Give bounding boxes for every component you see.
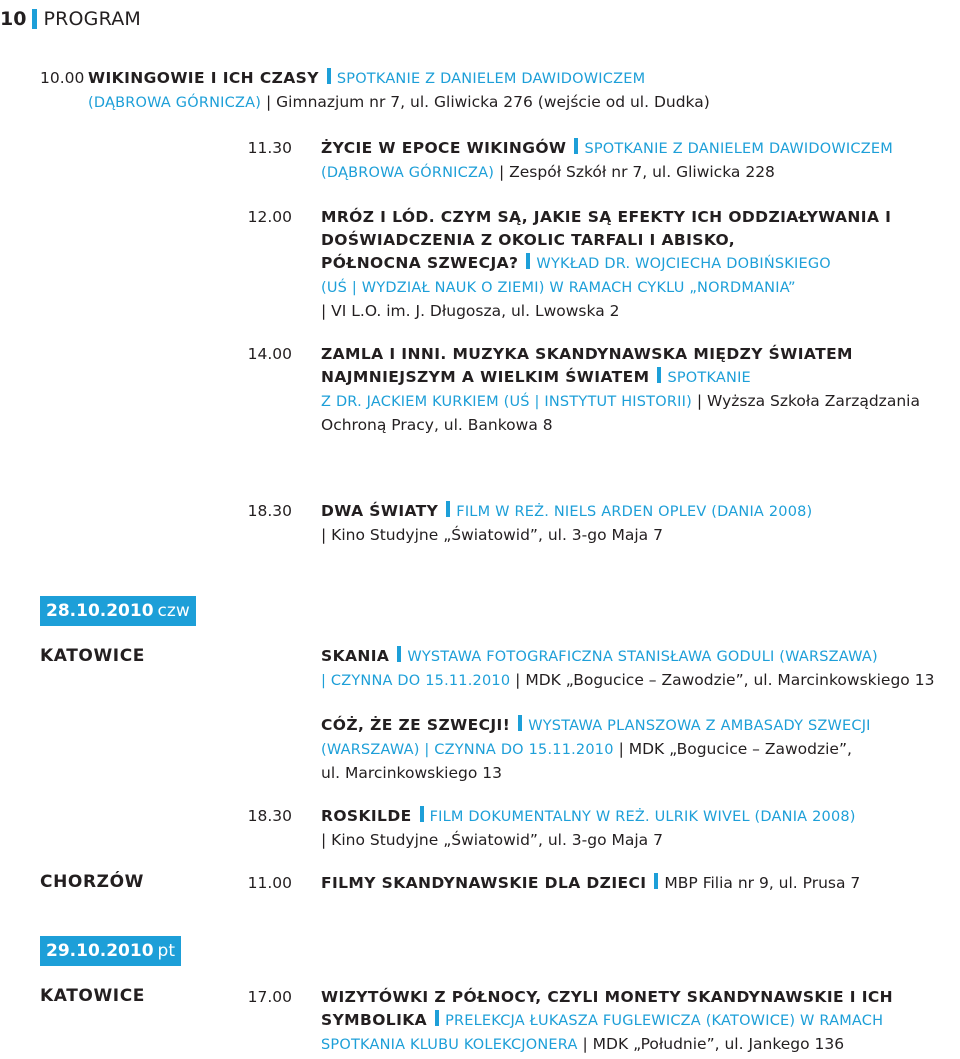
entry-location: | VI L.O. im. J. Długosza, ul. Lwowska 2 (321, 302, 620, 320)
entry-location: MBP Filia nr 9, ul. Prusa 7 (664, 874, 861, 892)
entry-subtitle: SPOTKANIE (667, 370, 751, 386)
entry-line (88, 67, 958, 91)
header-divider (32, 9, 37, 29)
entry-subtitle: WYSTAWA FOTOGRAFICZNA STANISŁAWA GODULI (WARSZAWA) (407, 649, 878, 665)
entry-body (321, 137, 953, 185)
entry-time: 10.00 (40, 69, 85, 87)
entry-title: WIZYTÓWKI Z PÓŁNOCY, CZYLI MONETY SKANDYNAWSKIE I ICH (321, 988, 894, 1006)
entry-location: | MDK „Bogucice – Zawodzie”, (613, 740, 852, 758)
section-title: PROGRAM (43, 8, 142, 30)
entry-time: 11.00 (247, 874, 292, 892)
title-separator (397, 646, 401, 662)
entry-title: DOŚWIADCZENIA Z OKOLIC TARFALI I ABISKO, (321, 231, 736, 249)
entry-subtitle: WYSTAWA PLANSZOWA Z AMBASADY SZWECJI (528, 718, 871, 734)
entry-subtitle: (UŚ | WYDZIAŁ NAUK O ZIEMI) W RAMACH CYKLU „NORDMANIA” (321, 280, 796, 296)
entry-line (321, 300, 953, 323)
entry-subtitle: (WARSZAWA) | CZYNNA DO 15.11.2010 (321, 742, 614, 758)
entry-line (321, 414, 953, 437)
entry-location: Ochroną Pracy, ul. Bankowa 8 (321, 416, 553, 434)
title-separator (446, 501, 450, 517)
entry-title: DWA ŚWIATY (321, 502, 439, 520)
entry-subtitle: (DĄBROWA GÓRNICZA) (88, 95, 262, 111)
entry-time: 12.00 (247, 208, 292, 226)
entry-line (321, 343, 953, 366)
city-katowice: KATOWICE (40, 986, 146, 1006)
title-separator (574, 138, 578, 154)
date-value: 29.10.2010 (46, 941, 154, 961)
entry-subtitle: Z DR. JACKIEM KURKIEM (UŚ | INSTYTUT HISTORII) (321, 394, 692, 410)
entry-line (321, 206, 953, 229)
entry-title: SKANIA (321, 647, 390, 665)
entry-body (88, 67, 958, 115)
title-separator (420, 806, 424, 822)
entry-line (321, 805, 953, 829)
entry-body (321, 343, 953, 437)
weekday: czw (157, 601, 190, 621)
date-value: 28.10.2010 (46, 601, 154, 621)
entry-time: 18.30 (247, 502, 292, 520)
entry-line (321, 645, 953, 669)
entry-subtitle: | CZYNNA DO 15.11.2010 (321, 673, 511, 689)
entry-line (321, 1033, 953, 1057)
page-header (0, 6, 141, 32)
city-katowice: KATOWICE (40, 646, 146, 666)
title-separator (327, 68, 331, 84)
entry-line (321, 872, 953, 895)
entry-location: | MDK „Bogucice – Zawodzie”, ul. Marcinkowskiego 13 (510, 671, 935, 689)
entry-line (321, 669, 953, 693)
entry-subtitle: PRELEKCJA ŁUKASZA FUGLEWICZA (KATOWICE) W RAMACH (445, 1013, 884, 1029)
entry-location: | Kino Studyjne „Światowid”, ul. 3-go Maja 7 (321, 526, 663, 544)
entry-title: ŻYCIE W EPOCE WIKINGÓW (321, 139, 567, 157)
page-number: 10 (0, 8, 27, 30)
weekday: pt (157, 941, 176, 961)
entry-subtitle: FILM DOKUMENTALNY W REŻ. ULRIK WIVEL (DANIA 2008) (429, 809, 856, 825)
entry-line (321, 738, 953, 762)
entry-body (321, 872, 953, 895)
entry-line (321, 366, 953, 390)
city-chorzow: CHORZÓW (40, 872, 144, 892)
entry-line (321, 524, 953, 547)
entry-subtitle: SPOTKANIE Z DANIELEM DAWIDOWICZEM (336, 71, 646, 87)
entry-body (321, 645, 953, 693)
entry-line (321, 276, 953, 300)
title-separator (518, 715, 522, 731)
entry-subtitle: SPOTKANIE Z DANIELEM DAWIDOWICZEM (584, 141, 893, 157)
entry-time: 18.30 (247, 807, 292, 825)
entry-location: | Zespół Szkół nr 7, ul. Gliwicka 228 (494, 163, 775, 181)
date-badge (40, 596, 196, 626)
entry-line (321, 1009, 953, 1033)
entry-location: ul. Marcinkowskiego 13 (321, 764, 502, 782)
entry-subtitle: SPOTKANIA KLUBU KOLEKCJONERA (321, 1037, 578, 1053)
entry-title: NAJMNIEJSZYM A WIELKIM ŚWIATEM (321, 368, 650, 386)
title-separator (657, 367, 661, 383)
entry-title: ROSKILDE (321, 807, 412, 825)
entry-body (321, 500, 953, 547)
entry-location: | Kino Studyjne „Światowid”, ul. 3-go Maja 7 (321, 831, 663, 849)
entry-line (321, 229, 953, 252)
entry-title: PÓŁNOCNA SZWECJA? (321, 254, 519, 272)
entry-location: | Gimnazjum nr 7, ul. Gliwicka 276 (wejście od ul. Dudka) (261, 93, 710, 111)
entry-body (321, 714, 953, 785)
entry-subtitle: (DĄBROWA GÓRNICZA) (321, 165, 495, 181)
entry-title: FILMY SKANDYNAWSKIE DLA DZIECI (321, 874, 647, 892)
entry-body (321, 805, 953, 852)
entry-line (88, 91, 958, 115)
entry-location: | MDK „Południe”, ul. Jankego 136 (577, 1035, 845, 1053)
entry-title: SYMBOLIKA (321, 1011, 428, 1029)
entry-line (321, 500, 953, 524)
entry-subtitle: FILM W REŻ. NIELS ARDEN OPLEV (DANIA 2008) (456, 504, 813, 520)
entry-line (321, 161, 953, 185)
entry-title: WIKINGOWIE I ICH CZASY (88, 69, 319, 87)
entry-time: 11.30 (247, 139, 292, 157)
entry-line (321, 762, 953, 785)
entry-time: 14.00 (247, 345, 292, 363)
entry-time: 17.00 (247, 988, 292, 1006)
entry-line (321, 986, 953, 1009)
entry-title: ZAMLA I INNI. MUZYKA SKANDYNAWSKA MIĘDZY ŚWIATEM (321, 345, 853, 363)
entry-line (321, 252, 953, 276)
entry-line (321, 390, 953, 414)
entry-subtitle: WYKŁAD DR. WOJCIECHA DOBIŃSKIEGO (536, 256, 831, 272)
title-separator (526, 253, 530, 269)
entry-location: | Wyższa Szkoła Zarządzania (691, 392, 920, 410)
entry-title: MRÓZ I LÓD. CZYM SĄ, JAKIE SĄ EFEKTY ICH ODDZIAŁYWANIA I (321, 208, 892, 226)
entry-body (321, 986, 953, 1057)
title-separator (654, 873, 658, 889)
entry-line (321, 137, 953, 161)
entry-title: CÓŻ, ŻE ZE SZWECJI! (321, 716, 511, 734)
date-badge (40, 936, 181, 966)
entry-line (321, 829, 953, 852)
title-separator (435, 1010, 439, 1026)
entry-line (321, 714, 953, 738)
entry-body (321, 206, 953, 323)
